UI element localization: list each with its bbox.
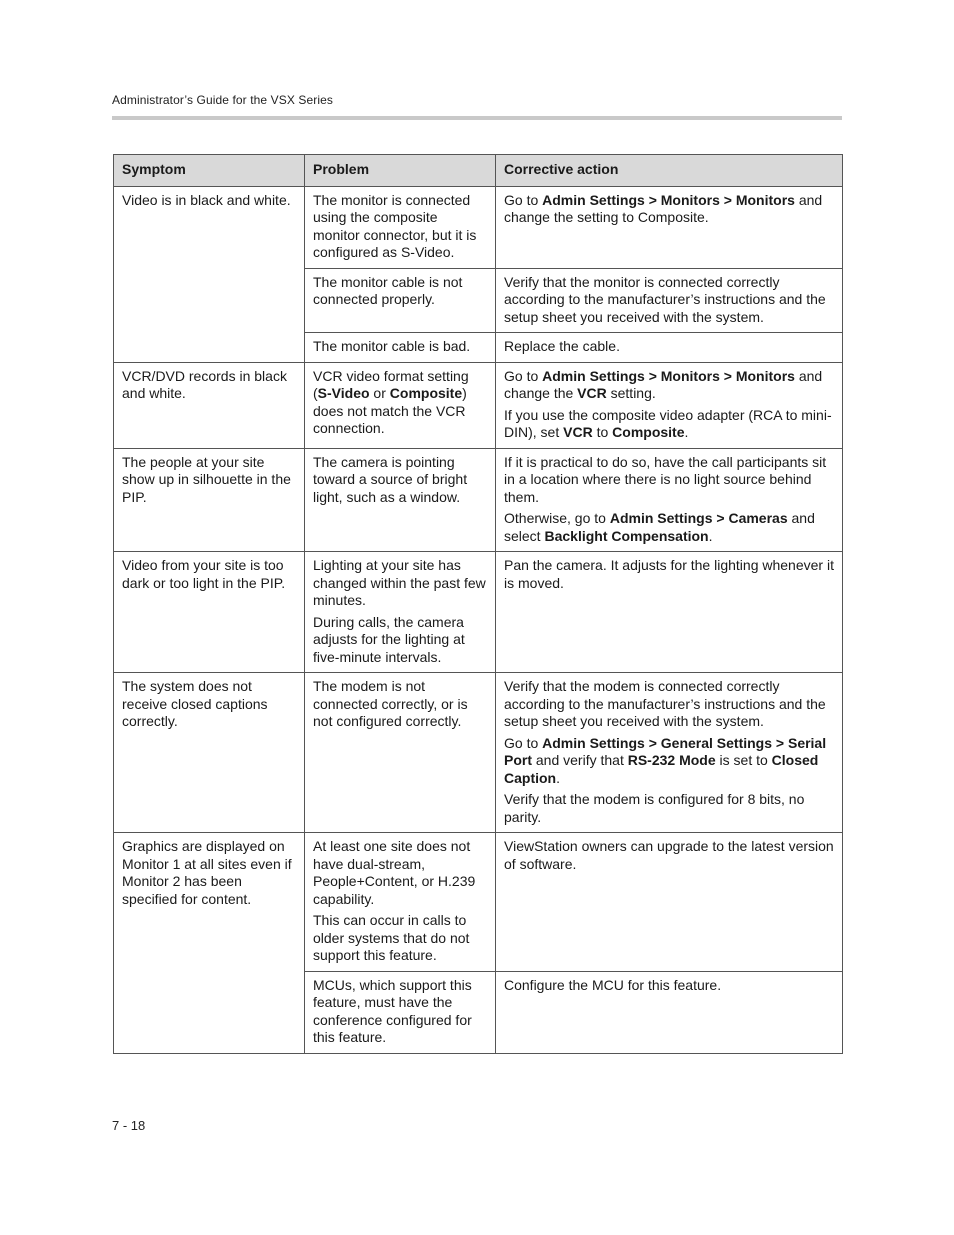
- problem-paragraph: [313, 977, 487, 1047]
- body-text: The monitor cable is not connected properly.: [313, 273, 463, 307]
- problem-paragraph: [313, 557, 487, 610]
- symptom-cell: [114, 552, 305, 673]
- table-row: [114, 552, 843, 673]
- corrective-action-cell: [496, 186, 843, 268]
- problem-paragraph: [313, 454, 487, 507]
- corrective-action-paragraph: [504, 368, 834, 403]
- body-text: Configure the MCU for this feature.: [504, 976, 722, 993]
- table-row: [114, 362, 843, 448]
- body-text: At least one site does not have dual-stream, People+Content, or H.239 capability.: [313, 838, 476, 907]
- body-text: .: [684, 424, 689, 440]
- body-text: Go to: [504, 367, 543, 384]
- column-header-symptom: Symptom: [114, 155, 305, 187]
- corrective-action-paragraph: [504, 735, 834, 788]
- problem-cell: [305, 971, 496, 1053]
- problem-paragraph: [313, 368, 487, 438]
- body-text: During calls, the camera adjusts for the lighting at five-minute intervals.: [313, 613, 465, 665]
- table-body: [114, 186, 843, 1053]
- body-text: ) does not match the VCR connection.: [313, 385, 467, 436]
- corrective-action-paragraph: [504, 838, 834, 873]
- body-text: Otherwise, go to: [504, 510, 610, 526]
- body-text: Verify that the modem is connected correctly according to the manufacturer’s instructions and the setup sheet you received with the system.: [504, 678, 826, 729]
- body-text: Replace the cable.: [504, 338, 620, 354]
- corrective-action-paragraph: [504, 791, 834, 826]
- table-row: [114, 448, 843, 552]
- body-text: Verify that the modem is configured for 8 bits, no parity.: [504, 791, 805, 825]
- symptom-text: VCR/DVD records in black and white.: [122, 367, 287, 401]
- ui-path-text: S-Video: [317, 385, 370, 401]
- problem-paragraph: [313, 678, 487, 731]
- table-row: [114, 673, 843, 833]
- problem-cell: [305, 552, 496, 673]
- table-row: [114, 833, 843, 972]
- corrective-action-cell: [496, 673, 843, 833]
- body-text: setting.: [606, 385, 656, 401]
- symptom-text: The system does not receive closed captions correctly.: [122, 678, 268, 729]
- header-rule: [112, 116, 842, 120]
- symptom-cell: [114, 673, 305, 833]
- body-text: VCR video format setting (: [313, 367, 469, 401]
- body-text: Lighting at your site has changed within the past few minutes.: [313, 557, 486, 608]
- body-text: Pan the camera. It adjusts for the lighting whenever it is moved.: [504, 557, 834, 591]
- problem-cell: [305, 833, 496, 972]
- body-text: The camera is pointing toward a source of bright light, such as a window.: [313, 453, 468, 505]
- body-text: If it is practical to do so, have the call participants sit in a location where there is no light source behind them.: [504, 453, 827, 505]
- symptom-cell: [114, 186, 305, 362]
- body-text: Verify that the monitor is connected correctly according to the manufacturer’s instructions and the setup sheet you received with the system.: [504, 273, 826, 325]
- body-text: This can occur in calls to older systems that do not support this feature.: [313, 912, 470, 963]
- body-text: Go to: [504, 734, 543, 751]
- body-text: and select: [504, 510, 815, 544]
- corrective-action-paragraph: [504, 977, 834, 995]
- body-text: Go to: [504, 191, 543, 208]
- body-text: .: [708, 527, 713, 544]
- ui-path-text: Admin Settings > Monitors > Monitors: [542, 367, 795, 384]
- body-text: .: [556, 769, 560, 786]
- problem-cell: [305, 186, 496, 268]
- corrective-action-paragraph: [504, 557, 834, 592]
- ui-path-text: Admin Settings > Cameras: [609, 510, 788, 526]
- ui-path-text: Backlight Compensation: [544, 527, 709, 544]
- body-text: If you use the composite video adapter (RCA to mini-DIN), set: [504, 406, 832, 440]
- symptom-text: Video is in black and white.: [122, 191, 291, 208]
- column-header-corrective-action: Corrective action: [496, 155, 843, 187]
- ui-path-text: Admin Settings > Monitors > Monitors: [542, 191, 795, 208]
- corrective-action-paragraph: [504, 407, 834, 442]
- corrective-action-cell: [496, 362, 843, 448]
- corrective-action-paragraph: [504, 454, 834, 507]
- table-row: [114, 186, 843, 268]
- corrective-action-paragraph: [504, 274, 834, 327]
- body-text: and change the setting to Composite.: [504, 191, 823, 225]
- body-text: is set to: [715, 752, 772, 768]
- column-header-problem: Problem: [305, 155, 496, 187]
- corrective-action-paragraph: [504, 338, 834, 356]
- ui-path-text: Admin Settings > General Settings > Serial Port: [504, 734, 827, 768]
- corrective-action-paragraph: [504, 192, 834, 227]
- symptom-text: Graphics are displayed on Monitor 1 at all sites even if Monitor 2 has been specified for content.: [122, 838, 292, 907]
- troubleshooting-table: [113, 154, 843, 1054]
- symptom-text: Video from your site is too dark or too light in the PIP.: [122, 557, 286, 591]
- ui-path-text: Closed Caption: [504, 752, 819, 786]
- problem-cell: [305, 362, 496, 448]
- problem-cell: [305, 673, 496, 833]
- corrective-action-cell: [496, 971, 843, 1053]
- corrective-action-paragraph: [504, 678, 834, 731]
- ui-path-text: VCR: [563, 424, 593, 440]
- symptom-cell: [114, 448, 305, 552]
- symptom-text: The people at your site show up in silhouette in the PIP.: [122, 453, 291, 505]
- corrective-action-cell: [496, 268, 843, 333]
- corrective-action-cell: [496, 552, 843, 673]
- problem-paragraph: [313, 838, 487, 908]
- body-text: The monitor is connected using the composite monitor connector, but it is configured as S-Video.: [313, 191, 477, 260]
- body-text: The monitor cable is bad.: [313, 338, 471, 354]
- problem-paragraph: [313, 912, 487, 965]
- corrective-action-cell: [496, 833, 843, 972]
- ui-path-text: RS-232 Mode: [627, 752, 716, 768]
- body-text: or: [369, 385, 390, 401]
- ui-path-text: Composite: [389, 385, 463, 401]
- corrective-action-cell: [496, 333, 843, 363]
- corrective-action-cell: [496, 448, 843, 552]
- body-text: ViewStation owners can upgrade to the latest version of software.: [504, 838, 834, 872]
- corrective-action-paragraph: [504, 510, 834, 545]
- problem-cell: [305, 333, 496, 363]
- problem-paragraph: [313, 192, 487, 262]
- problem-paragraph: [313, 274, 487, 309]
- problem-cell: [305, 268, 496, 333]
- problem-paragraph: [313, 338, 487, 356]
- symptom-cell: [114, 833, 305, 1054]
- body-text: and change the: [504, 367, 823, 401]
- page-number: 7 - 18: [112, 1118, 146, 1133]
- body-text: to: [592, 424, 613, 440]
- problem-paragraph: [313, 614, 487, 667]
- ui-path-text: VCR: [577, 385, 607, 401]
- body-text: MCUs, which support this feature, must have the conference configured for this feature.: [313, 976, 472, 1045]
- body-text: and verify that: [532, 752, 628, 768]
- table-header-row: [114, 155, 843, 187]
- running-header: Administrator’s Guide for the VSX Series: [112, 93, 333, 107]
- body-text: The modem is not connected correctly, or is not configured correctly.: [313, 678, 468, 729]
- symptom-cell: [114, 362, 305, 448]
- problem-cell: [305, 448, 496, 552]
- ui-path-text: Composite: [612, 424, 685, 440]
